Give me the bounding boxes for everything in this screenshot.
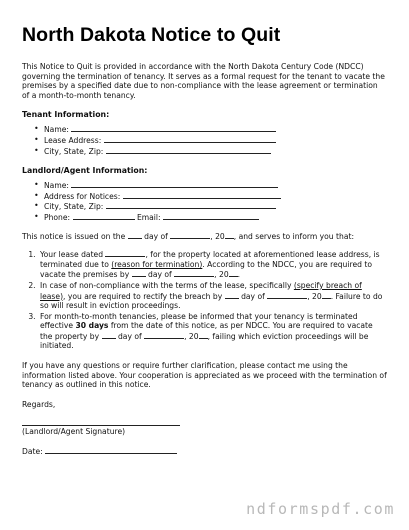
landlord-city-blank[interactable] [106,201,276,209]
vacate-day-blank[interactable] [132,269,146,277]
date-label: Date: [22,447,43,457]
lease-date-blank[interactable] [105,249,145,257]
list-item: 3. For month-to-month tenancies, please be informed that your tenancy is terminated effective 30 days from the date of this notice, as per NDCC. You are required to vacate the property by day of , 20 , failing which eviction proceedings will be initiated. [38,312,387,351]
landlord-phone-blank[interactable] [73,212,135,220]
intro-paragraph: This Notice to Quit is provided in accordance with the North Dakota Century Code (NDCC) governing the termination of tenancy. It serves as a formal request for the tenant to vacate the premises by a specified date due to non-compliance with the lease agreement or termination of a month-to-month tenancy. [22,62,385,100]
field-label: Address for Notices: [44,191,121,201]
thirty-days-text: 30 days [75,321,109,331]
notice-year-blank[interactable] [225,231,234,239]
rectify-day-blank[interactable] [225,291,239,299]
landlord-heading: Landlord/Agent Information: [22,166,148,176]
watermark: ndformspdf.com [246,500,395,518]
field-label: Lease Address: [44,135,102,145]
notice-document [22,24,387,457]
tenant-city-field[interactable] [44,146,387,157]
list-item: 2. In case of non-compliance with the terms of the lease, specifically (specify breach of lease), you are required to rectify the breach by day of , 20 . Failure to do so will result in eviction proceedings. [38,281,387,311]
tenant-fields [22,124,387,156]
notice-month-blank[interactable] [170,231,210,239]
tenant-address-field[interactable] [44,135,387,146]
tenant-city-blank[interactable] [106,146,271,154]
landlord-name-field[interactable] [44,180,387,191]
rectify-month-blank[interactable] [267,291,307,299]
date-field[interactable] [22,446,387,457]
date-blank[interactable] [45,446,177,454]
signature-label: (Landlord/Agent Signature) [22,427,126,437]
contact-paragraph: If you have any questions or require further clarification, please contact me using the information listed above. Your cooperation is appreciated as we proceed with the termination of tenancy as outlined in this notice. [22,361,387,390]
mtm-year-blank[interactable] [199,331,208,339]
rectify-year-blank[interactable] [322,291,331,299]
notice-day-blank[interactable] [128,231,142,239]
landlord-name-blank[interactable] [71,180,278,188]
mtm-day-blank[interactable] [102,331,116,339]
signature-line[interactable] [22,425,180,426]
reason-placeholder[interactable]: (reason for termination) [111,259,203,269]
tenant-heading: Tenant Information: [22,110,110,120]
field-label: Phone: [44,212,71,222]
vacate-year-blank[interactable] [229,269,238,277]
field-label: City, State, Zip: [44,146,104,156]
landlord-email-blank[interactable] [163,212,259,220]
breach-placeholder[interactable]: (specify breach of lease) [40,280,362,301]
landlord-fields [22,180,387,222]
field-label: City, State, Zip: [44,202,104,212]
landlord-address-blank[interactable] [123,191,281,199]
vacate-month-blank[interactable] [174,269,214,277]
field-label: Name: [44,181,69,191]
tenant-name-field[interactable] [44,124,387,135]
regards-text: Regards, [22,399,56,409]
field-label: Email: [136,212,161,222]
tenant-address-blank[interactable] [104,135,276,143]
mtm-month-blank[interactable] [144,331,184,339]
page-title: North Dakota Notice to Quit [22,24,281,46]
notice-terms-list [22,249,387,351]
landlord-address-field[interactable] [44,191,387,202]
list-item: 1. Your lease dated , for the property located at aforementioned lease address, is terminated due to (reason for termination). According to the NDCC, you are required to vacate the premises by day of , 20 . [38,249,387,280]
field-label: Name: [44,125,69,135]
landlord-city-field[interactable] [44,201,387,212]
tenant-name-blank[interactable] [71,124,276,132]
landlord-contact-field[interactable] [44,212,387,223]
notice-statement: This notice is issued on the day of , 20 , and serves to inform you that: [22,231,355,241]
